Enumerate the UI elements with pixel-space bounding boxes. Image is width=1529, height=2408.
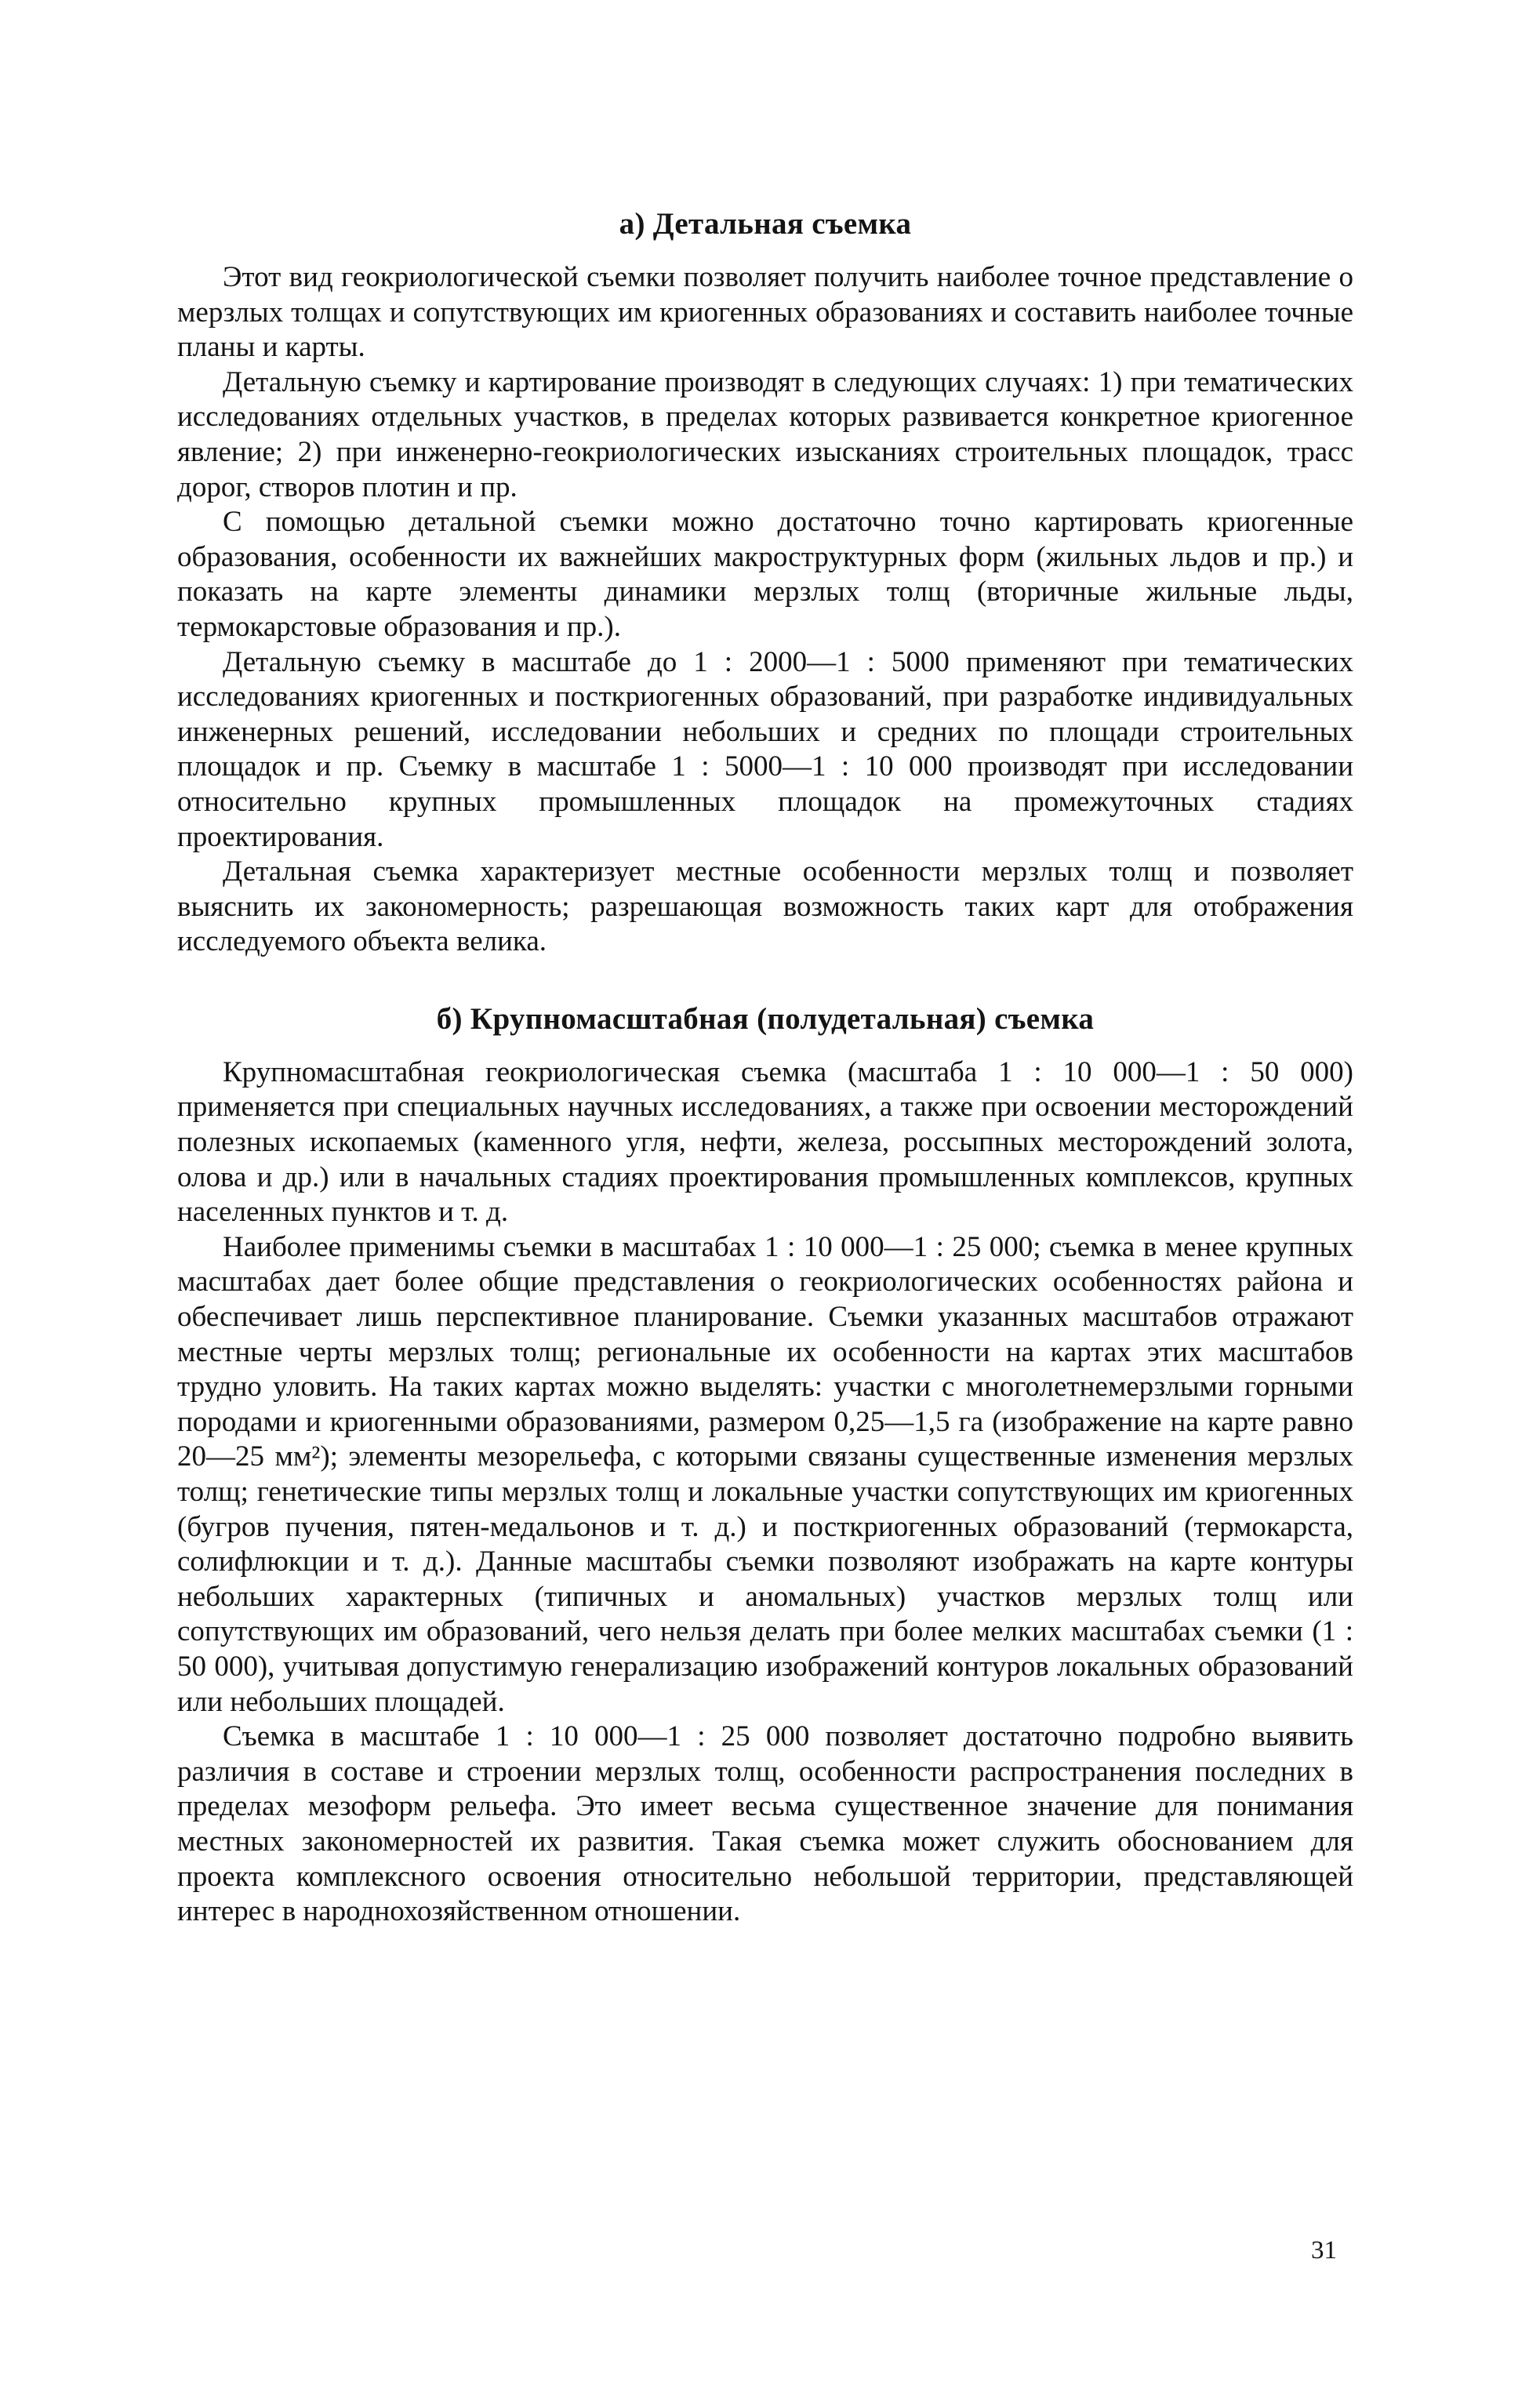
section-a-heading: а) Детальная съемка	[619, 207, 912, 241]
page-number: 31	[1311, 2236, 1337, 2265]
section-a-paragraph-3: С помощью детальной съемки можно достаточно точно картировать криогенные образования, особенности их важнейших макроструктурных форм (жильных льдов и пр.) и показать на карте элементы динамики мерзлых толщ (вторичные жильные льды, термокарстовые образования и пр.).	[177, 506, 1353, 643]
section-a-paragraph-1: Этот вид геокриологической съемки позволяет получить наиболее точное представление о мерзлых толщах и сопутствующих им криогенных образованиях и составить наиболее точные планы и карты.	[177, 261, 1353, 364]
section-b-paragraph-3: Съемка в масштабе 1 : 10 000—1 : 25 000 позволяет достаточно подробно выявить различия в составе и строении мерзлых толщ, особенности распространения последних в пределах мезоформ рельефа. Это имеет весьма существенное значение для понимания местных закономерностей их развития. Такая съемка может служить обоснованием для проекта комплексного освоения относительно небольшой территории, представляющей интерес в народнохозяйственном отношении.	[177, 1720, 1353, 1928]
document-page	[177, 205, 1353, 1930]
section-a-paragraph-5: Детальная съемка характеризует местные особенности мерзлых толщ и позволяет выяснить их закономерность; разрешающая возможность таких карт для отображения исследуемого объекта велика.	[177, 855, 1353, 958]
section-a-paragraph-4: Детальную съемку в масштабе до 1 : 2000—1 : 5000 применяют при тематических исследованиях криогенных и посткриогенных образований, при разработке индивидуальных инженерных решений, исследовании небольших и средних по площади строительных площадок и пр. Съемку в масштабе 1 : 5000—1 : 10 000 производят при исследовании относительно крупных промышленных площадок на промежуточных стадиях проектирования.	[177, 645, 1353, 853]
section-b-heading: б) Крупномасштабная (полудетальная) съемка	[436, 1001, 1095, 1036]
section-b-paragraph-1: Крупномасштабная геокриологическая съемка (масштаба 1 : 10 000—1 : 50 000) применяется при специальных научных исследованиях, а также при освоении месторождений полезных ископаемых (каменного угля, нефти, железа, россыпных месторождений золота, олова и др.) или в начальных стадиях проектирования промышленных комплексов, крупных населенных пунктов и т. д.	[177, 1055, 1353, 1229]
section-b-paragraph-2: Наиболее применимы съемки в масштабах 1 : 10 000—1 : 25 000; съемка в менее крупных масштабах дает более общие представления о геокриологических особенностях района и обеспечивает лишь перспективное планирование. Съемки указанных масштабов отражают местные черты мерзлых толщ; региональные их особенности на картах этих масштабов трудно уловить. На таких картах можно выделять: участки с многолетнемерзлыми горными породами и криогенными образованиями, размером 0,25—1,5 га (изображение на карте равно 20—25 мм²); элементы мезорельефа, с которыми связаны существенные изменения мерзлых толщ; генетические типы мерзлых толщ и локальные участки сопутствующих им криогенных (бугров пучения, пятен-медальонов и т. д.) и посткриогенных образований (термокарста, солифлюкции и т. д.). Данные масштабы съемки позволяют изображать на карте контуры небольших характерных (типичных и аномальных) участков мерзлых толщ или сопутствующих им образований, чего нельзя делать при более мелких масштабах съемки (1 : 50 000), учитывая допустимую генерализацию изображений контуров локальных образований или небольших площадей.	[177, 1230, 1353, 1718]
section-a-paragraph-2: Детальную съемку и картирование производят в следующих случаях: 1) при тематических исследованиях отдельных участков, в пределах которых развивается конкретное криогенное явление; 2) при инженерно-геокриологических изысканиях строительных площадок, трасс дорог, створов плотин и пр.	[177, 365, 1353, 503]
